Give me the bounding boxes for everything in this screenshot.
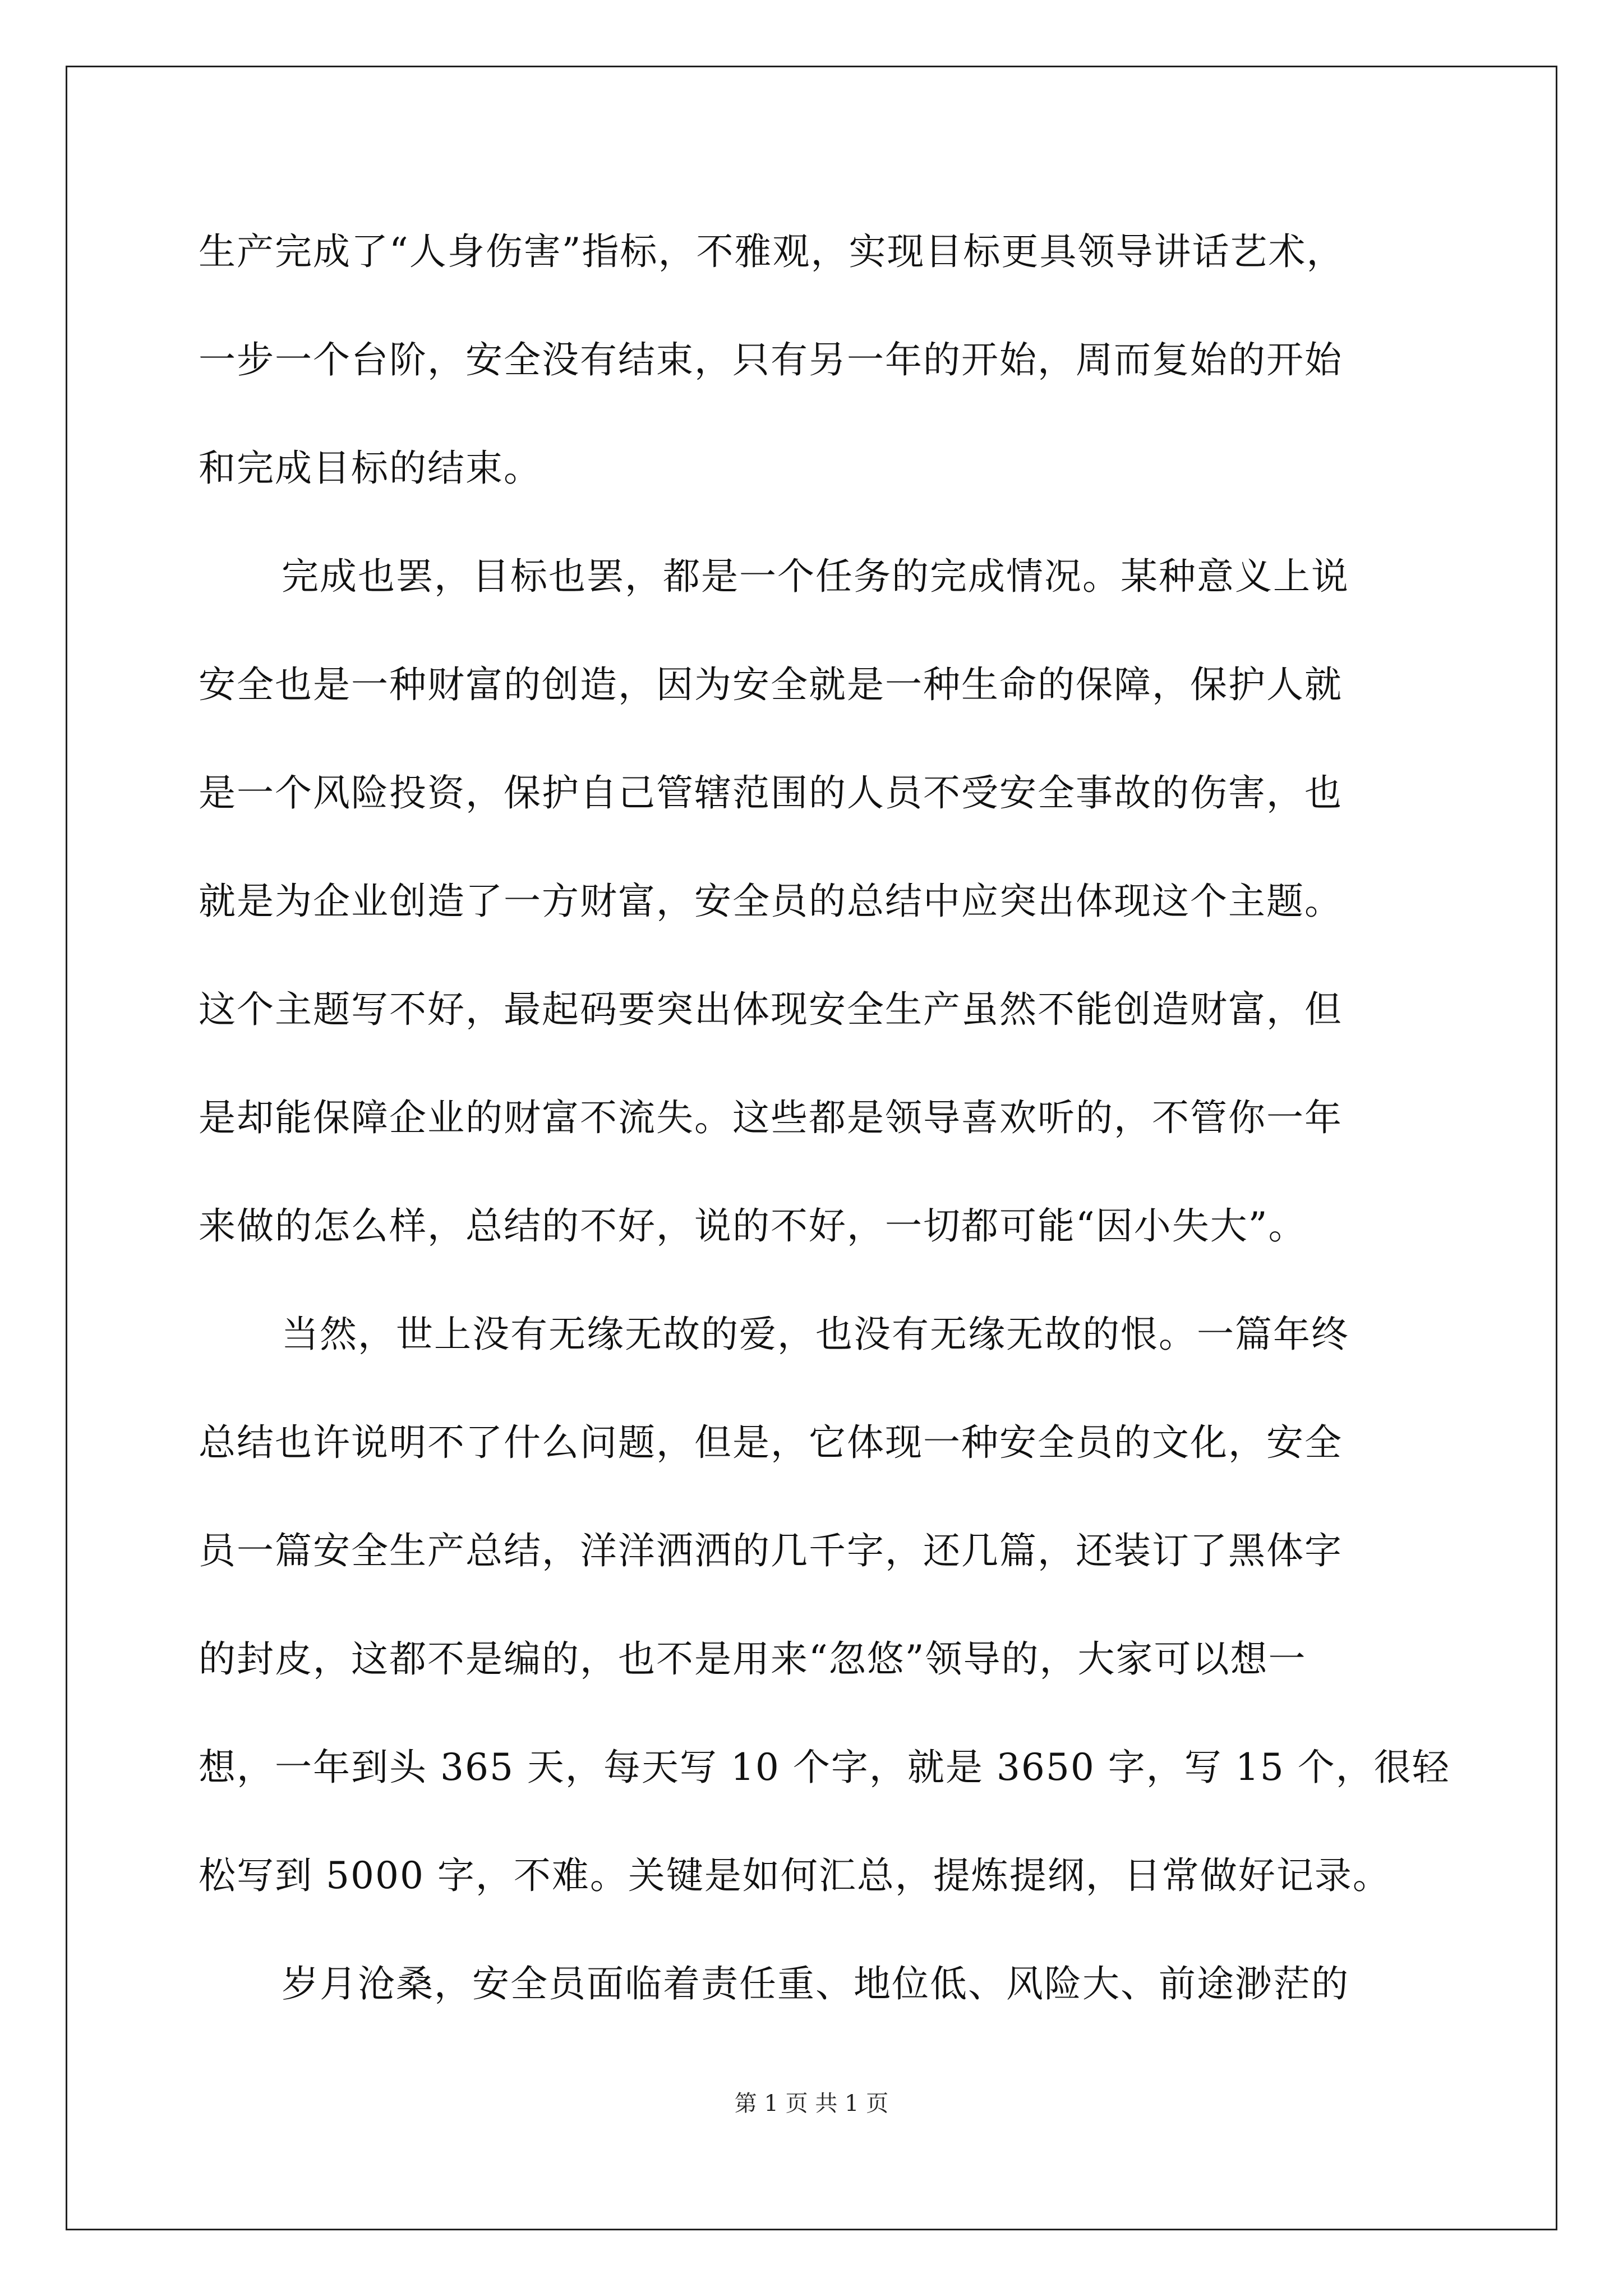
text-line: 总结也许说明不了什么问题，但是，它体现一种安全员的文化，安全 [199,1421,1343,1464]
text-line: 的封皮，这都不是编的，也不是用来“忽悠”领导的，大家可以想一 [199,1637,1307,1681]
text-line: 就是为企业创造了一方财富，安全员的总结中应突出体现这个主题。 [199,880,1343,923]
document-body [199,197,1450,2038]
text-line: 想，一年到头 365 天，每天写 10 个字，就是 3650 字，写 15 个，很轻 [199,1746,1450,1789]
page-number: 第 1 页 共 1 页 [734,2091,889,2116]
text-line: 这个主题写不好，最起码要突出体现安全生产虽然不能创造财富，但 [199,988,1343,1031]
text-line: 是一个风险投资，保护自己管辖范围的人员不受安全事故的伤害，也 [199,771,1343,815]
text-line: 来做的怎么样，总结的不好，说的不好，一切都可能“因小失大”。 [199,1204,1307,1248]
text-line: 生产完成了“人身伤害”指标，不雅观，实现目标更具领导讲话艺术， [199,230,1345,273]
text-line: 松写到 5000 字，不难。关键是如何汇总，提炼提纲，日常做好记录。 [199,1854,1391,1897]
paragraph-start-line: 当然，世上没有无缘无故的爱，也没有无缘无故的恨。一篇年终 [282,1313,1349,1356]
text-line: 一步一个台阶，安全没有结束，只有另一年的开始，周而复始的开始 [199,338,1343,381]
paragraph-start-line: 岁月沧桑，安全员面临着责任重、地位低、风险大、前途渺茫的 [282,1962,1349,2005]
text-line: 员一篇安全生产总结，洋洋洒洒的几千字，还几篇，还装订了黑体字 [199,1529,1343,1572]
text-line: 安全也是一种财富的创造，因为安全就是一种生命的保障，保护人就 [199,663,1343,706]
text-line: 是却能保障企业的财富不流失。这些都是领导喜欢听的，不管你一年 [199,1096,1343,1139]
text-line: 和完成目标的结束。 [199,447,542,490]
paragraph-start-line: 完成也罢，目标也罢，都是一个任务的完成情况。某种意义上说 [282,555,1349,598]
